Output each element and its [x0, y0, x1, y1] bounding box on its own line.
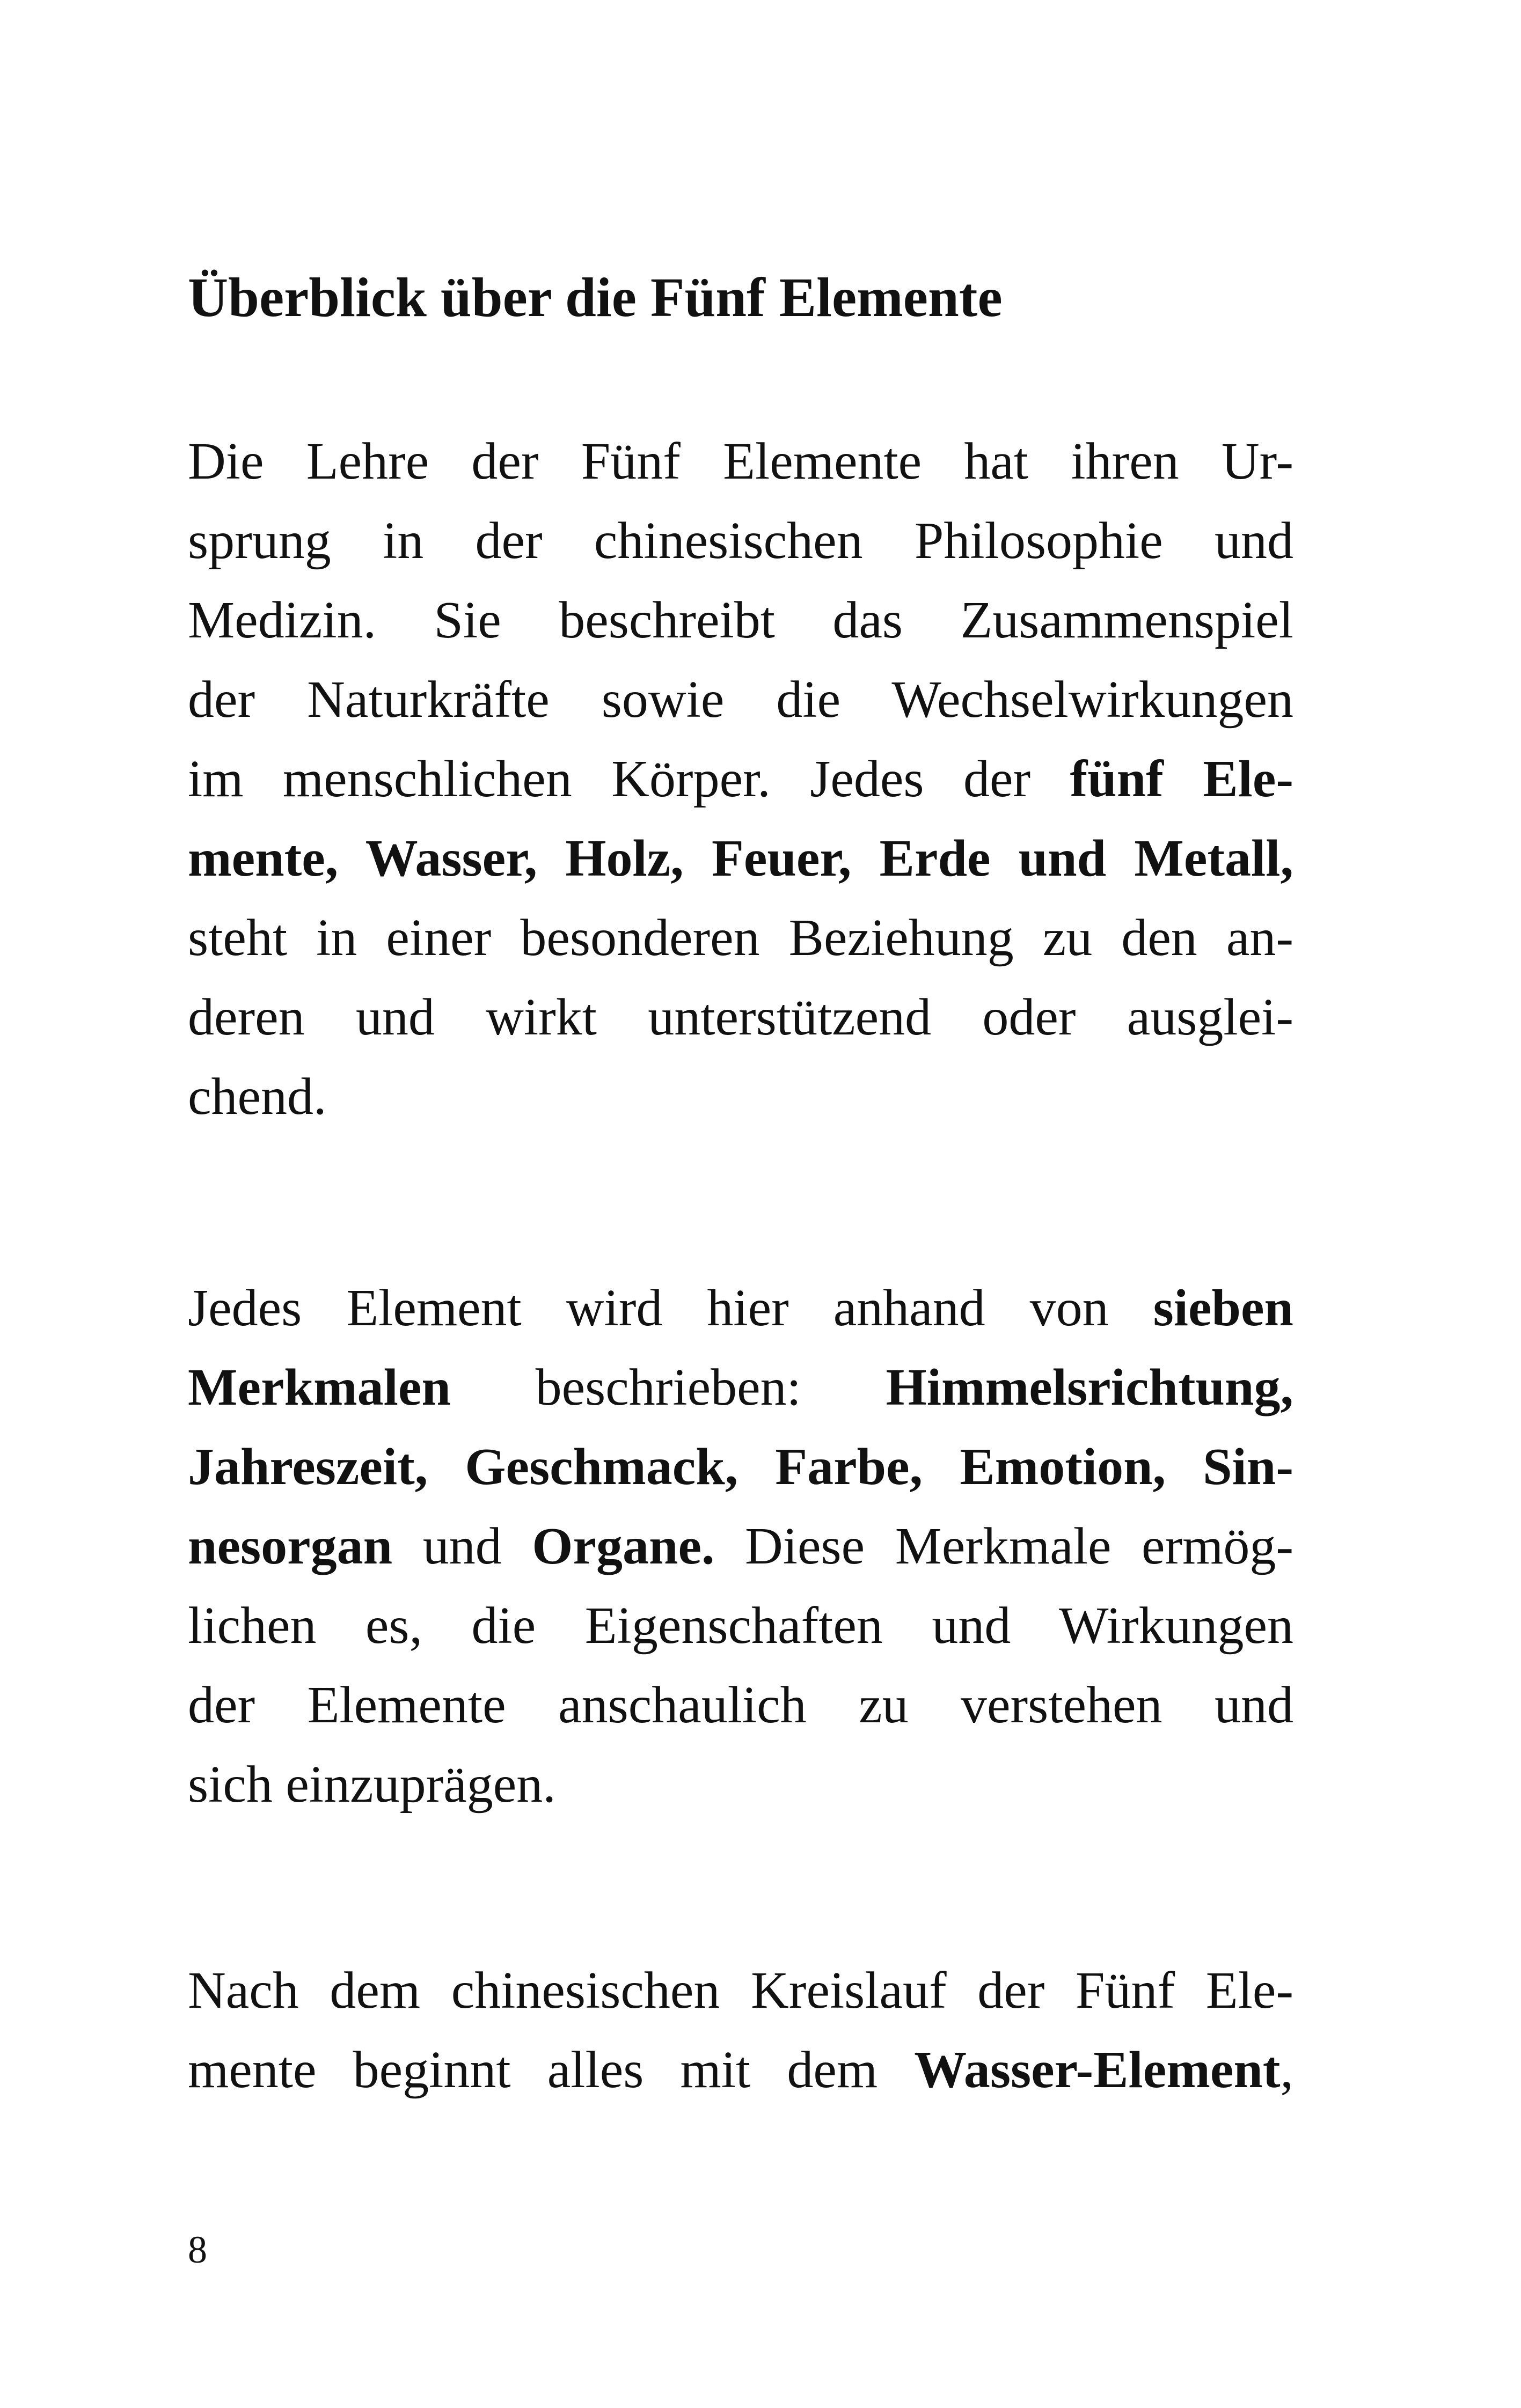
text-segment: beschrieben:	[450, 1359, 886, 1416]
text-segment: mente beginnt alles mit dem	[188, 2041, 915, 2099]
text-line: sprung in der chinesischen Philosophie und	[188, 512, 1293, 570]
bold-term: Merkmalen	[188, 1359, 451, 1416]
text-line: Die Lehre der Fünf Elemente hat ihren Ur-	[188, 432, 1293, 490]
paragraph-features	[188, 1268, 1293, 1824]
text-line: chend.	[188, 1068, 327, 1126]
text-segment: Jedes Element wird hier anhand von	[188, 1279, 1153, 1337]
bold-term: Organe.	[532, 1517, 715, 1575]
text-line: lichen es, die Eigenschaften und Wirkungen	[188, 1597, 1293, 1655]
text-line: Nach dem chinesischen Kreislauf der Fünf Ele-	[188, 1962, 1293, 2020]
text-line: Medizin. Sie beschreibt das Zusammenspiel	[188, 591, 1293, 649]
text-segment: ,	[1280, 2041, 1293, 2099]
text-line: steht in einer besonderen Beziehung zu den an-	[188, 909, 1293, 967]
bold-term: Wasser-Element	[914, 2041, 1281, 2099]
text-line	[188, 1348, 1293, 1427]
text-line	[188, 1507, 1293, 1586]
text-segment: Diese Merkmale ermög-	[714, 1517, 1293, 1575]
bold-term: mente, Wasser, Holz, Feuer, Erde und Metall,	[188, 829, 1293, 887]
bold-term: sieben	[1153, 1279, 1293, 1337]
bold-term: nesorgan	[188, 1517, 393, 1575]
paragraph-cycle	[188, 1951, 1293, 2110]
text-line	[188, 2030, 1293, 2110]
text-segment: im menschlichen Körper. Jedes der	[188, 750, 1070, 808]
paragraph-intro	[188, 422, 1293, 1136]
text-line: der Naturkräfte sowie die Wechselwirkungen	[188, 671, 1293, 729]
bold-term: Jahreszeit, Geschmack, Farbe, Emotion, Sin-	[188, 1438, 1293, 1496]
text-line: deren und wirkt unterstützend oder ausglei-	[188, 988, 1293, 1046]
page-title: Überblick über die Fünf Elemente	[188, 267, 1003, 328]
text-line	[188, 1427, 1293, 1507]
text-line: der Elemente anschaulich zu verstehen und	[188, 1676, 1293, 1734]
text-line: sich einzuprägen.	[188, 1756, 556, 1814]
bold-term: fünf Ele-	[1070, 750, 1294, 808]
text-line	[188, 1268, 1293, 1348]
text-line	[188, 739, 1293, 819]
text-line	[188, 819, 1293, 898]
page-number: 8	[188, 2228, 207, 2271]
bold-term: Himmelsrichtung,	[886, 1359, 1293, 1416]
text-segment: und	[392, 1517, 532, 1575]
